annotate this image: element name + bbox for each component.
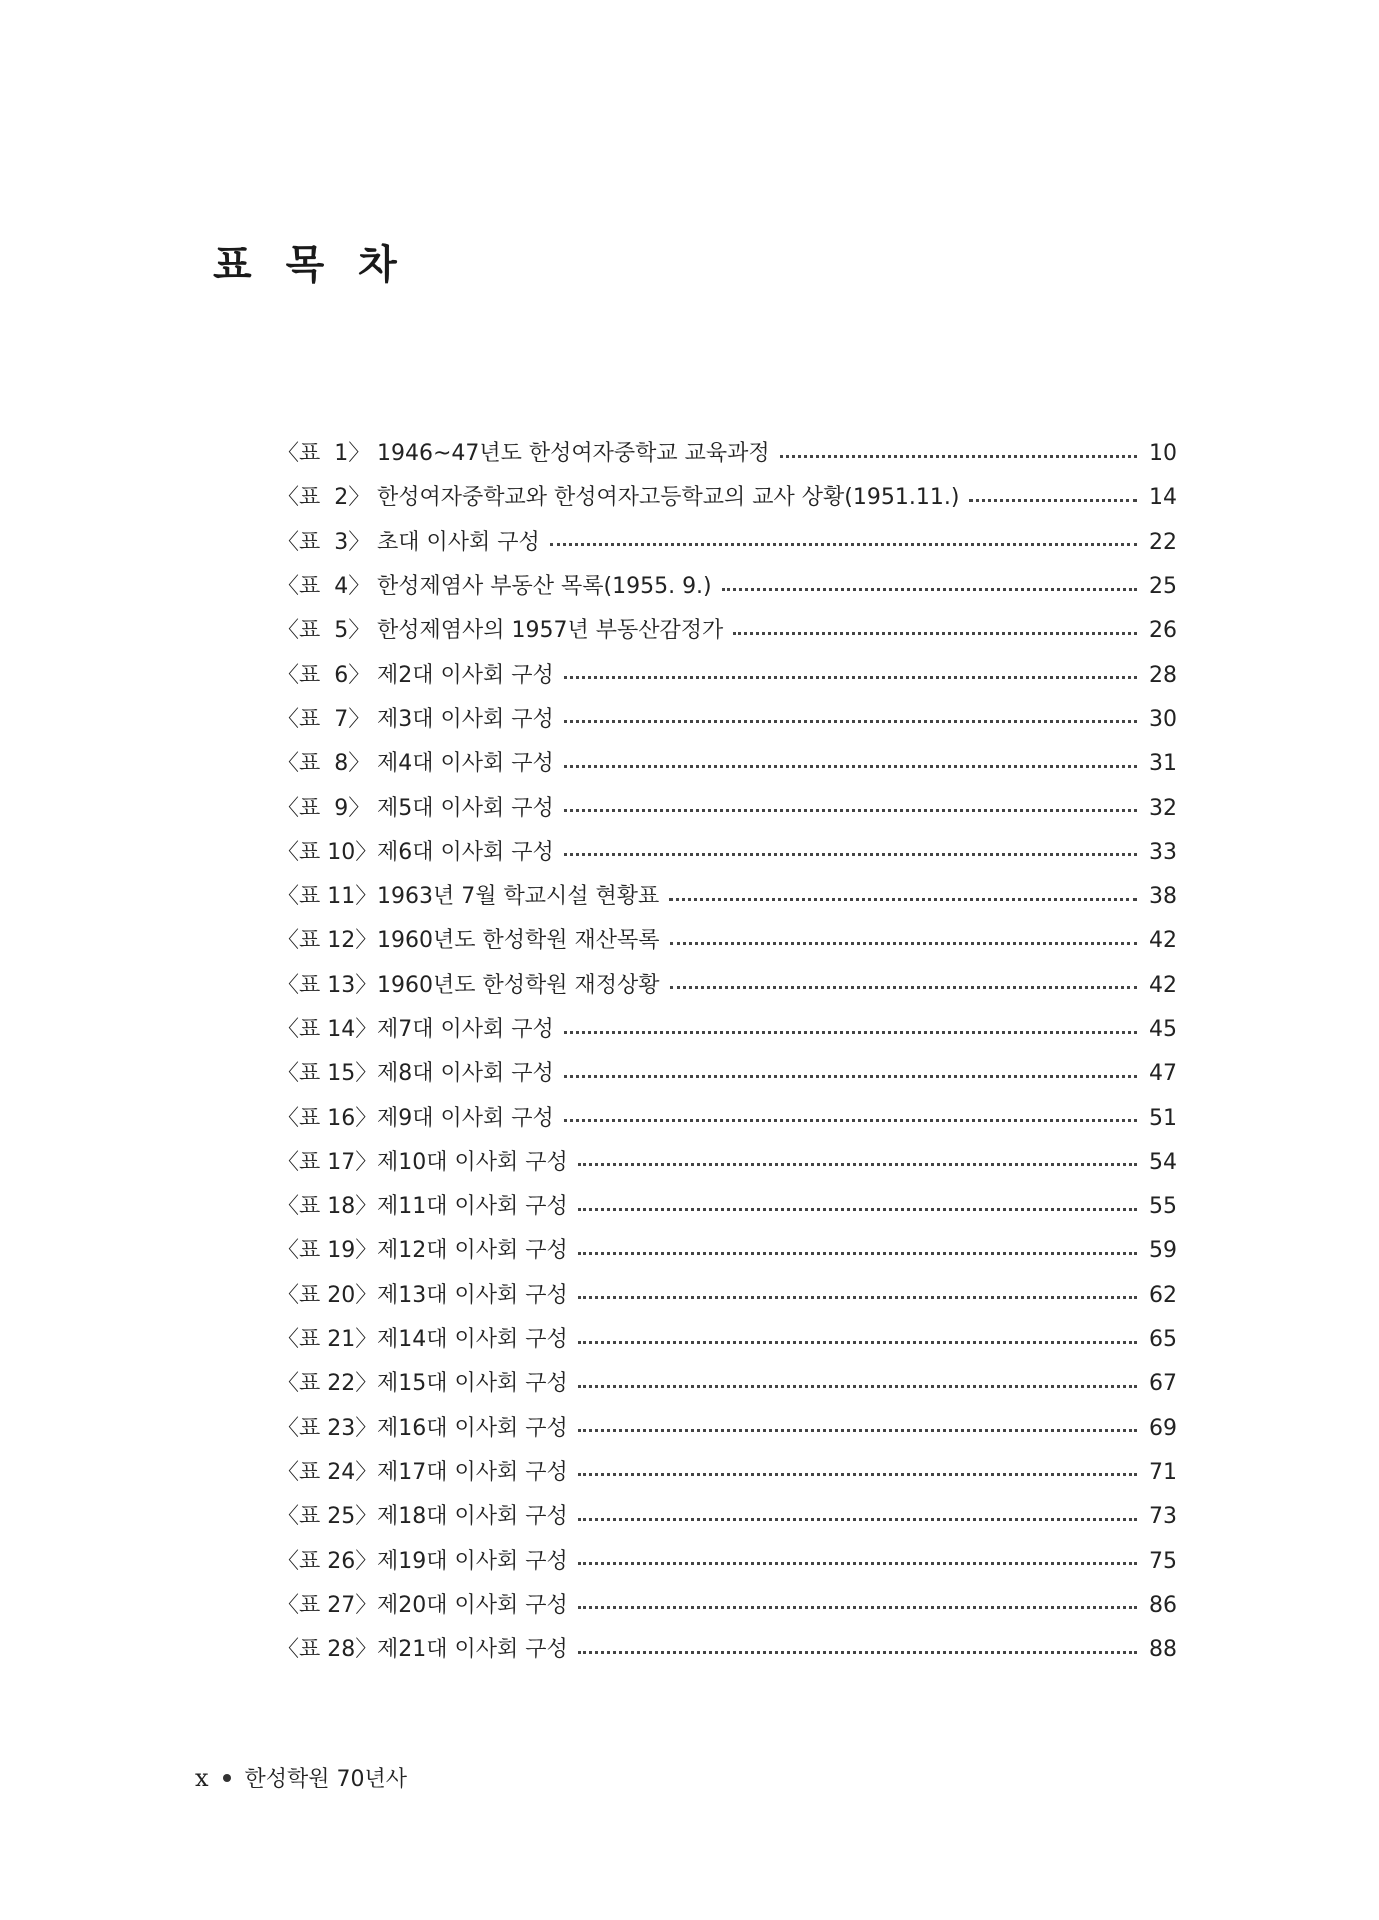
dot-leader bbox=[578, 1296, 1137, 1299]
toc-entry-label: 〈표 24〉 bbox=[277, 1459, 378, 1485]
toc-entry-title: 1960년도 한성학원 재정상황 bbox=[377, 972, 660, 998]
bullet-icon bbox=[223, 1774, 231, 1782]
dot-leader bbox=[578, 1163, 1137, 1166]
toc-entry-label: 〈표 18〉 bbox=[277, 1194, 378, 1220]
toc-entry[interactable] bbox=[277, 742, 1177, 786]
dot-leader bbox=[564, 1119, 1137, 1122]
toc-entry-title: 제2대 이사회 구성 bbox=[377, 662, 554, 688]
toc-entry-label: 〈표 28〉 bbox=[277, 1637, 378, 1663]
toc-entry[interactable] bbox=[277, 521, 1177, 565]
toc-entry-label: 〈표 3〉 bbox=[277, 529, 371, 555]
toc-entry-label: 〈표 25〉 bbox=[277, 1504, 378, 1530]
toc-entry-label: 〈표 7〉 bbox=[277, 706, 371, 732]
toc-entry-title: 1960년도 한성학원 재산목록 bbox=[377, 928, 660, 954]
page-title: 표 목 차 bbox=[213, 242, 407, 288]
toc-entry-page: 42 bbox=[1149, 928, 1177, 954]
dot-leader bbox=[564, 853, 1137, 856]
toc-entry-page: 33 bbox=[1149, 839, 1177, 865]
toc-entry-label: 〈표 9〉 bbox=[277, 795, 371, 821]
toc-entry-title: 제5대 이사회 구성 bbox=[377, 795, 554, 821]
dot-leader bbox=[578, 1473, 1137, 1476]
toc-entry-label: 〈표 23〉 bbox=[277, 1415, 378, 1441]
toc-entry-title: 한성제염사 부동산 목록(1955. 9.) bbox=[377, 574, 712, 600]
toc-entry-label: 〈표 15〉 bbox=[277, 1061, 378, 1087]
toc-entry-title: 제10대 이사회 구성 bbox=[377, 1149, 568, 1175]
dot-leader bbox=[564, 1031, 1137, 1034]
footer-book-title: 한성학원 70년사 bbox=[244, 1767, 408, 1792]
toc-entry-page: 73 bbox=[1149, 1504, 1177, 1530]
toc-entry-title: 제6대 이사회 구성 bbox=[377, 839, 554, 865]
toc-entry-title: 초대 이사회 구성 bbox=[377, 529, 540, 555]
page-footer bbox=[195, 1762, 407, 1793]
toc-entry-page: 32 bbox=[1149, 795, 1177, 821]
toc-entry[interactable] bbox=[277, 786, 1177, 830]
toc-entry[interactable] bbox=[277, 1628, 1177, 1672]
dot-leader bbox=[722, 588, 1137, 591]
toc-entry-label: 〈표 14〉 bbox=[277, 1017, 378, 1042]
toc-entry-title: 제21대 이사회 구성 bbox=[377, 1637, 568, 1663]
toc-entry-title: 제8대 이사회 구성 bbox=[377, 1061, 554, 1087]
dot-leader bbox=[969, 499, 1137, 502]
toc-entry-page: 62 bbox=[1149, 1282, 1177, 1308]
toc-entry[interactable] bbox=[277, 1584, 1177, 1628]
toc-entry[interactable] bbox=[277, 609, 1177, 653]
toc-entry-title: 제9대 이사회 구성 bbox=[377, 1105, 554, 1131]
dot-leader bbox=[564, 1075, 1137, 1078]
toc-entry[interactable] bbox=[277, 1185, 1177, 1229]
toc-entry[interactable] bbox=[277, 1229, 1177, 1273]
toc-entry-page: 26 bbox=[1149, 618, 1177, 644]
toc-entry-page: 55 bbox=[1149, 1194, 1177, 1220]
toc-entry[interactable] bbox=[277, 875, 1177, 919]
toc-entry[interactable] bbox=[277, 1451, 1177, 1495]
toc-entry-label: 〈표 26〉 bbox=[277, 1548, 378, 1574]
toc-entry[interactable] bbox=[277, 432, 1177, 476]
toc-entry-title: 제13대 이사회 구성 bbox=[377, 1282, 568, 1308]
toc-entry[interactable] bbox=[277, 1362, 1177, 1406]
toc-entry-label: 〈표 10〉 bbox=[277, 839, 378, 865]
toc-entry-title: 제17대 이사회 구성 bbox=[377, 1459, 568, 1485]
toc-entry-page: 54 bbox=[1149, 1149, 1177, 1175]
toc-entry-title: 제20대 이사회 구성 bbox=[377, 1592, 568, 1618]
dot-leader bbox=[669, 898, 1137, 901]
dot-leader bbox=[780, 455, 1137, 458]
toc-entry-page: 14 bbox=[1149, 485, 1177, 511]
toc-entry-title: 제18대 이사회 구성 bbox=[377, 1504, 568, 1530]
toc-entry-title: 제14대 이사회 구성 bbox=[377, 1327, 568, 1353]
toc-entry-label: 〈표 21〉 bbox=[277, 1327, 378, 1353]
toc-entry-title: 제11대 이사회 구성 bbox=[377, 1194, 568, 1220]
toc-entry-title: 한성제염사의 1957년 부동산감정가 bbox=[377, 618, 724, 644]
toc-entry-label: 〈표 11〉 bbox=[277, 884, 378, 910]
dot-leader bbox=[670, 942, 1138, 945]
toc-entry[interactable] bbox=[277, 1407, 1177, 1451]
toc-entry-title: 제15대 이사회 구성 bbox=[377, 1371, 568, 1397]
toc-entry-page: 71 bbox=[1149, 1459, 1177, 1485]
toc-entry[interactable] bbox=[277, 1008, 1177, 1052]
dot-leader bbox=[578, 1518, 1137, 1521]
toc-entry[interactable] bbox=[277, 1052, 1177, 1096]
toc-entry-page: 88 bbox=[1149, 1637, 1177, 1663]
toc-entry[interactable] bbox=[277, 565, 1177, 609]
toc-entry-title: 제16대 이사회 구성 bbox=[377, 1415, 568, 1441]
toc-entry-label: 〈표 22〉 bbox=[277, 1371, 378, 1397]
toc-entry-title: 제7대 이사회 구성 bbox=[377, 1017, 554, 1042]
toc-entry[interactable] bbox=[277, 964, 1177, 1008]
toc-entry-page: 28 bbox=[1149, 662, 1177, 688]
toc-entry-page: 45 bbox=[1149, 1017, 1177, 1042]
toc-entry[interactable] bbox=[277, 831, 1177, 875]
toc-entry-title: 1963년 7월 학교시설 현황표 bbox=[377, 884, 660, 910]
toc-entry-title: 제19대 이사회 구성 bbox=[377, 1548, 568, 1574]
table-of-tables bbox=[277, 432, 1177, 1672]
dot-leader bbox=[578, 1651, 1137, 1654]
toc-entry-label: 〈표 4〉 bbox=[277, 574, 371, 600]
toc-entry-page: 47 bbox=[1149, 1061, 1177, 1087]
toc-entry-page: 65 bbox=[1149, 1327, 1177, 1353]
toc-entry-title: 한성여자중학교와 한성여자고등학교의 교사 상황(1951.11.) bbox=[377, 485, 960, 511]
toc-entry[interactable] bbox=[277, 1495, 1177, 1539]
toc-entry-title: 제12대 이사회 구성 bbox=[377, 1238, 568, 1264]
toc-entry-page: 75 bbox=[1149, 1548, 1177, 1574]
toc-entry[interactable] bbox=[277, 1096, 1177, 1140]
toc-entry[interactable] bbox=[277, 1539, 1177, 1583]
toc-entry-page: 59 bbox=[1149, 1238, 1177, 1264]
toc-entry-title: 제4대 이사회 구성 bbox=[377, 751, 554, 777]
toc-entry-page: 42 bbox=[1149, 972, 1177, 998]
toc-entry-title: 제3대 이사회 구성 bbox=[377, 706, 554, 732]
toc-entry-page: 25 bbox=[1149, 574, 1177, 600]
toc-entry[interactable] bbox=[277, 1274, 1177, 1318]
toc-entry-page: 22 bbox=[1149, 529, 1177, 555]
toc-entry-page: 10 bbox=[1149, 441, 1177, 467]
toc-entry-label: 〈표 20〉 bbox=[277, 1282, 378, 1308]
toc-entry-page: 51 bbox=[1149, 1105, 1177, 1131]
toc-entry-label: 〈표 19〉 bbox=[277, 1238, 378, 1264]
dot-leader bbox=[578, 1562, 1137, 1565]
toc-entry-label: 〈표 5〉 bbox=[277, 618, 371, 644]
toc-entry-label: 〈표 12〉 bbox=[277, 928, 378, 954]
toc-entry[interactable] bbox=[277, 698, 1177, 742]
toc-entry-label: 〈표 17〉 bbox=[277, 1149, 378, 1175]
toc-entry[interactable] bbox=[277, 1318, 1177, 1362]
dot-leader bbox=[564, 720, 1137, 723]
toc-entry-label: 〈표 1〉 bbox=[277, 441, 371, 467]
dot-leader bbox=[564, 765, 1137, 768]
toc-entry-page: 69 bbox=[1149, 1415, 1177, 1441]
toc-entry-page: 38 bbox=[1149, 884, 1177, 910]
dot-leader bbox=[564, 676, 1137, 679]
toc-entry-page: 86 bbox=[1149, 1592, 1177, 1618]
toc-entry-page: 31 bbox=[1149, 751, 1177, 777]
toc-entry-label: 〈표 27〉 bbox=[277, 1592, 378, 1618]
dot-leader bbox=[733, 632, 1137, 635]
toc-entry-label: 〈표 6〉 bbox=[277, 662, 371, 688]
toc-entry-page: 30 bbox=[1149, 706, 1177, 732]
toc-entry[interactable] bbox=[277, 476, 1177, 520]
toc-entry[interactable] bbox=[277, 1141, 1177, 1185]
toc-entry[interactable] bbox=[277, 653, 1177, 697]
toc-entry[interactable] bbox=[277, 919, 1177, 963]
dot-leader bbox=[670, 986, 1138, 989]
dot-leader bbox=[578, 1341, 1137, 1344]
toc-entry-page: 67 bbox=[1149, 1371, 1177, 1397]
dot-leader bbox=[578, 1385, 1137, 1388]
toc-entry-label: 〈표 2〉 bbox=[277, 485, 371, 511]
toc-entry-title: 1946~47년도 한성여자중학교 교육과정 bbox=[377, 441, 770, 467]
toc-entry-label: 〈표 8〉 bbox=[277, 751, 371, 777]
dot-leader bbox=[564, 809, 1137, 812]
toc-entry-label: 〈표 16〉 bbox=[277, 1105, 378, 1131]
footer-page-number: x bbox=[195, 1763, 209, 1792]
dot-leader bbox=[578, 1429, 1137, 1432]
dot-leader bbox=[550, 543, 1137, 546]
dot-leader bbox=[578, 1606, 1137, 1609]
dot-leader bbox=[578, 1252, 1137, 1255]
toc-entry-label: 〈표 13〉 bbox=[277, 972, 378, 998]
dot-leader bbox=[578, 1208, 1137, 1211]
